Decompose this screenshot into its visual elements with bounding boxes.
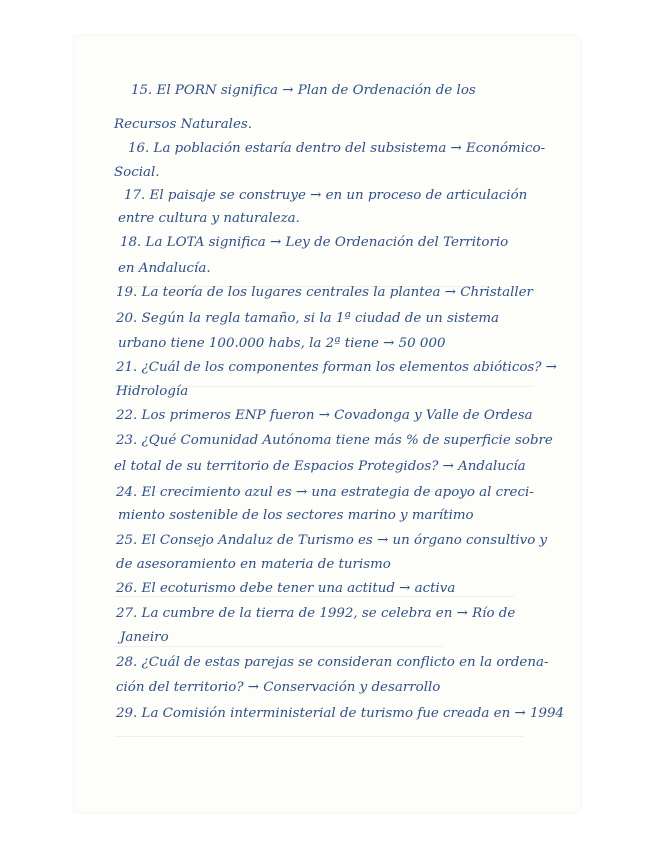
note-line-25b: de asesoramiento en materia de turismo (116, 557, 391, 572)
note-line-19: 19. La teoría de los lugares centrales la plantea → Christaller (116, 285, 533, 300)
note-line-18a: 18. La LOTA significa → Ley de Ordenación del Territorio (120, 235, 509, 250)
note-line-23b: el total de su territorio de Espacios Protegidos? → Andalucía (114, 459, 526, 474)
note-line-28b: ción del territorio? → Conservación y desarrollo (116, 680, 441, 695)
note-line-16a: 16. La población estaría dentro del subsistema → Económico- (128, 141, 546, 156)
note-line-17b: entre cultura y naturaleza. (118, 211, 300, 226)
note-line-26: 26. El ecoturismo debe tener una actitud → activa (116, 581, 456, 596)
note-line-16b: Social. (114, 165, 160, 180)
note-line-18b: en Andalucía. (118, 261, 211, 276)
note-line-23a: 23. ¿Qué Comunidad Autónoma tiene más % de superficie sobre (116, 433, 553, 448)
note-line-17a: 17. El paisaje se construye → en un proceso de articulación (124, 188, 528, 203)
note-line-28a: 28. ¿Cuál de estas parejas se consideran conflicto en la ordena- (116, 655, 549, 670)
note-line-15b: Recursos Naturales. (114, 117, 253, 132)
note-line-21b: Hidrología (116, 384, 189, 399)
note-line-15a: 15. El PORN significa → Plan de Ordenación de los (131, 83, 476, 98)
note-line-21a: 21. ¿Cuál de los componentes forman los elementos abióticos? → (116, 360, 557, 375)
note-line-24b: miento sostenible de los sectores marino y marítimo (118, 508, 474, 523)
note-line-24a: 24. El crecimiento azul es → una estrategia de apoyo al creci- (116, 485, 534, 500)
note-line-29: 29. La Comisión interministerial de turismo fue creada en → 1994 (116, 706, 565, 721)
note-line-20a: 20. Según la regla tamaño, si la 1ª ciudad de un sistema (116, 311, 500, 326)
note-line-27b: Janeiro (120, 630, 169, 645)
note-line-25a: 25. El Consejo Andaluz de Turismo es → un órgano consultivo y (116, 533, 548, 548)
note-line-27a: 27. La cumbre de la tierra de 1992, se celebra en → Río de (116, 606, 516, 621)
note-line-22: 22. Los primeros ENP fueron → Covadonga y Valle de Ordesa (116, 408, 533, 423)
note-line-20b: urbano tiene 100.000 habs, la 2ª tiene → 50 000 (118, 336, 446, 351)
